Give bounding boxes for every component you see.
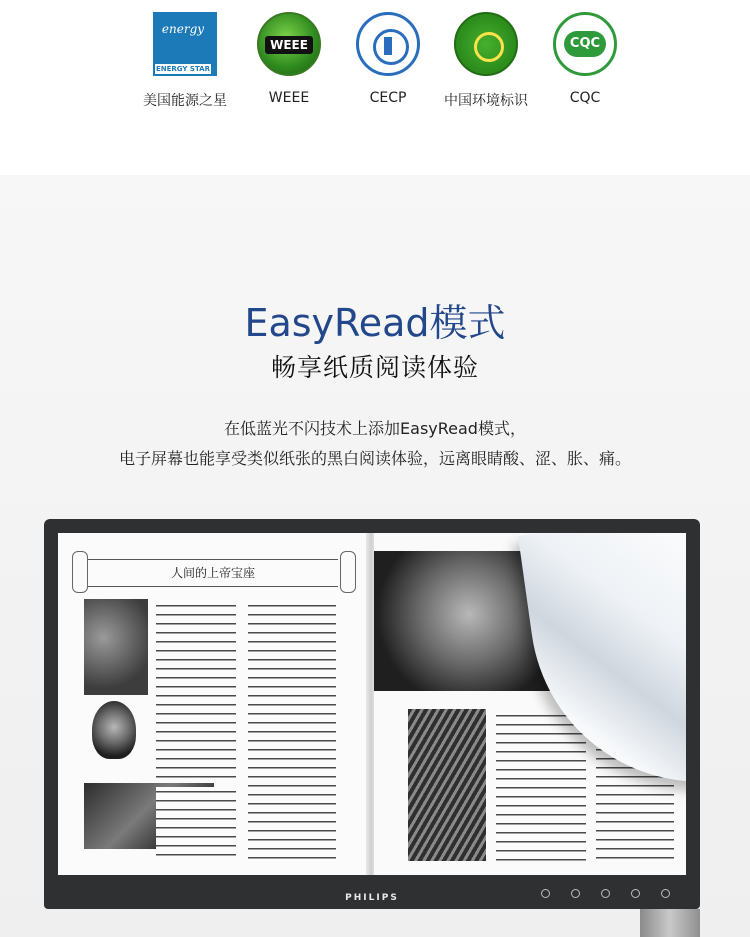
- magazine-portrait-illustration: [92, 701, 136, 759]
- cert-label: WEEE: [268, 90, 310, 106]
- energy-star-logo-label: ENERGY STAR: [153, 62, 213, 76]
- magazine-text-column: [496, 711, 586, 861]
- energy-star-logo-script: energy: [161, 22, 205, 36]
- feature-description-line-1: 在低蓝光不闪技术上添加EasyRead模式，: [224, 419, 526, 438]
- magazine-illustration: [84, 599, 148, 695]
- monitor-stand: [640, 909, 700, 937]
- magazine-heading-text: 人间的上帝宝座: [170, 566, 255, 580]
- magazine-left-page: [58, 533, 368, 875]
- energy-star-icon: [153, 12, 217, 76]
- certification-strip: [0, 0, 750, 130]
- monitor-button[interactable]: [631, 889, 640, 898]
- magazine-illustration: [408, 709, 486, 861]
- weee-icon: [257, 12, 321, 76]
- cert-energy-star: [130, 12, 240, 110]
- cqc-logo-text: CQC: [564, 31, 606, 57]
- magazine-text-column: [156, 601, 236, 779]
- ornament-icon: [340, 551, 356, 593]
- cert-label: CECP: [369, 90, 407, 106]
- cert-label: CQC: [569, 90, 601, 106]
- monitor: [44, 519, 700, 909]
- feature-description-line-2: 电子屏幕也能享受类似纸张的黑白阅读体验，远离眼睛酸、涩、胀、痛。: [118, 449, 631, 468]
- cecp-icon: [356, 12, 420, 76]
- cert-label: 中国环境标识: [444, 93, 528, 109]
- weee-logo-text: WEEE: [265, 36, 313, 54]
- magazine-heading: [88, 559, 338, 587]
- monitor-button[interactable]: [541, 889, 550, 898]
- cert-weee: [234, 12, 344, 106]
- monitor-screen: [58, 533, 686, 875]
- power-button[interactable]: [661, 889, 670, 898]
- monitor-button[interactable]: [601, 889, 610, 898]
- cert-cqc: [530, 12, 640, 106]
- magazine-text-column: [156, 787, 236, 859]
- monitor-control-buttons: [525, 883, 670, 902]
- monitor-button[interactable]: [571, 889, 580, 898]
- ornament-icon: [72, 551, 88, 593]
- feature-subtitle: 畅享纸质阅读体验: [270, 353, 479, 382]
- cqc-icon: [553, 12, 617, 76]
- monitor-brand-logo: PHILIPS: [345, 893, 399, 903]
- magazine-text-column: [248, 601, 336, 859]
- cert-cecp: [333, 12, 443, 106]
- china-environmental-label-icon: [454, 12, 518, 76]
- cert-label: 美国能源之星: [143, 93, 227, 109]
- cert-china-environmental: [431, 12, 541, 110]
- feature-title: EasyRead模式: [244, 301, 506, 345]
